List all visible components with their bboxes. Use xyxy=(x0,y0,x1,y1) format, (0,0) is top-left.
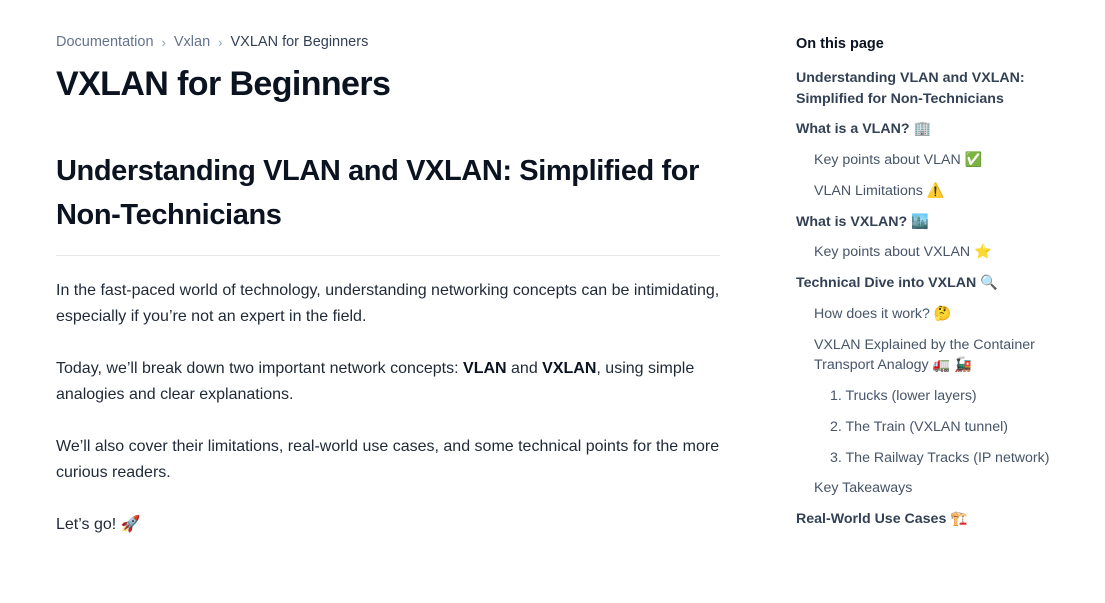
toc-item[interactable]: What is a VLAN? 🏢 xyxy=(796,121,932,138)
text-run: Today, we’ll break down two important network concepts: xyxy=(56,359,464,377)
breadcrumb-item-2[interactable]: Vxlan xyxy=(173,34,211,50)
breadcrumb-separator-icon: › xyxy=(218,34,223,50)
breadcrumb-item-1[interactable]: Documentation xyxy=(56,34,154,50)
section-heading: Understanding VLAN and VXLAN: Simplified for Non-Technicians xyxy=(56,150,720,256)
article-body xyxy=(56,278,720,537)
toc-item[interactable]: Understanding VLAN and VXLAN: Simplified for Non-Technicians xyxy=(796,70,1025,107)
breadcrumb-separator-icon: › xyxy=(161,34,166,50)
page-title: VXLAN for Beginners xyxy=(56,65,391,103)
toc-list xyxy=(796,68,1065,530)
toc-item[interactable]: Real-World Use Cases 🏗️ xyxy=(796,511,968,528)
on-this-page-sidebar xyxy=(760,0,1105,603)
paragraph xyxy=(56,434,720,486)
breadcrumb-item-3: VXLAN for Beginners xyxy=(230,34,369,50)
breadcrumb xyxy=(56,34,720,50)
toc-item[interactable]: Key points about VLAN ✅ xyxy=(814,152,983,169)
text-run: In the fast-paced world of technology, understanding networking concepts can be intimidating, especially if you’re not an expert in the field. xyxy=(56,282,720,326)
text-run: , using simple analogies and clear explanations. xyxy=(56,359,695,403)
paragraph xyxy=(56,278,720,330)
text-run: and xyxy=(506,359,543,377)
emphasis-text: VLAN xyxy=(463,359,507,377)
toc-item[interactable]: 2. The Train (VXLAN tunnel) xyxy=(830,418,1008,435)
toc-item[interactable]: What is VXLAN? 🏙️ xyxy=(796,213,929,230)
toc-item[interactable]: VXLAN Explained by the Container Transport Analogy 🚛 🚂 xyxy=(814,336,1035,374)
paragraph xyxy=(56,512,720,538)
toc-item[interactable]: Technical Dive into VXLAN 🔍 xyxy=(796,275,998,292)
toc-item[interactable]: How does it work? 🤔 xyxy=(814,305,952,322)
emphasis-text: VXLAN xyxy=(542,359,597,377)
toc-item[interactable]: VLAN Limitations ⚠️ xyxy=(814,182,945,199)
toc-item[interactable]: 1. Trucks (lower layers) xyxy=(830,388,977,405)
text-run: Let’s go! 🚀 xyxy=(56,515,141,533)
text-run: We’ll also cover their limitations, real-world use cases, and some technical points for the more curious readers. xyxy=(56,437,720,481)
paragraph xyxy=(56,356,720,408)
toc-item[interactable]: 3. The Railway Tracks (IP network) xyxy=(830,449,1050,466)
toc-title: On this page xyxy=(796,36,884,52)
toc-item[interactable]: Key points about VXLAN ⭐ xyxy=(814,244,992,261)
toc-item[interactable]: Key Takeaways xyxy=(814,480,913,497)
